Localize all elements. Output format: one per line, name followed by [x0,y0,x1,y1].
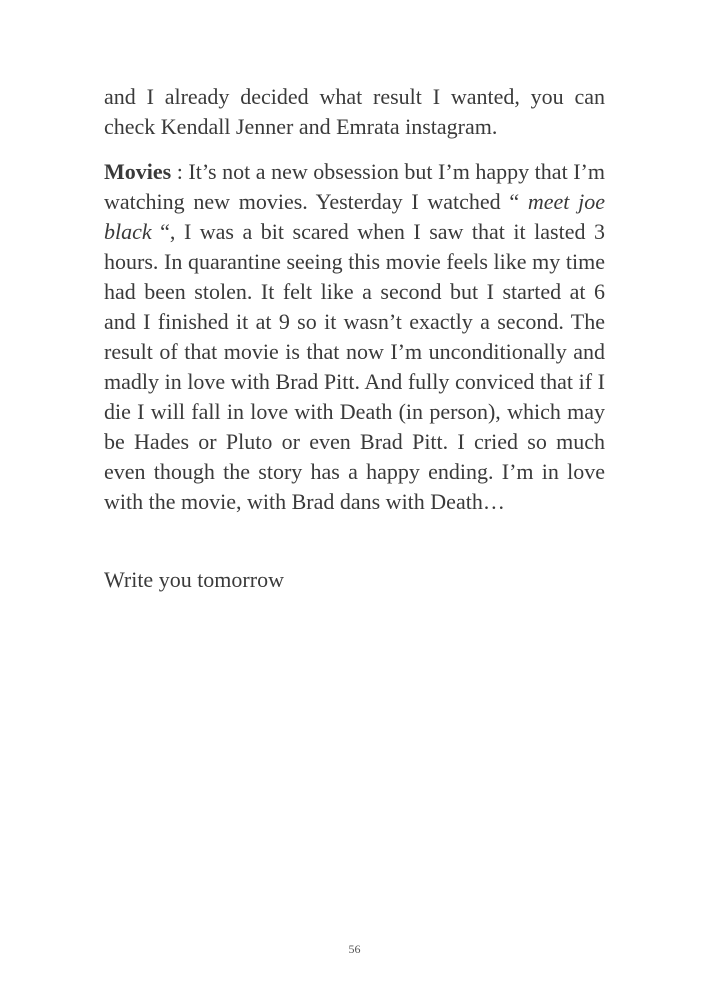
signoff-text: Write you tomorrow [104,567,284,592]
paragraph-result [104,82,605,142]
paragraph-result-text: and I already decided what result I wanted, you can check Kendall Jenner and Emrata instagram. [104,84,605,139]
paragraph-movies [104,157,605,517]
page-number: 56 [348,942,361,956]
movies-text-body: “, I was a bit scared when I saw that it lasted 3 hours. In quarantine seeing this movie feels like my time had been stolen. It felt like a second but I started at 6 and I finished it at 9 so it wasn’t exactly a second. The result of that movie is that now I’m unconditionally and madly in love with Brad Pitt. And fully conviced that if I die I will fall in love with Death (in person), which may be Hades or Pluto or even Brad Pitt. I cried so much even though the story has a happy ending. I’m in love with the movie, with Brad dans with Death… [104,219,605,514]
movie-title: meet joe black [104,189,605,244]
paragraph-signoff [104,565,605,595]
movies-heading: Movies [104,159,172,184]
movies-text-intro: : It’s not a new obsession but I’m happy that I’m watching new movies. Yesterday I watched “ [104,159,605,214]
